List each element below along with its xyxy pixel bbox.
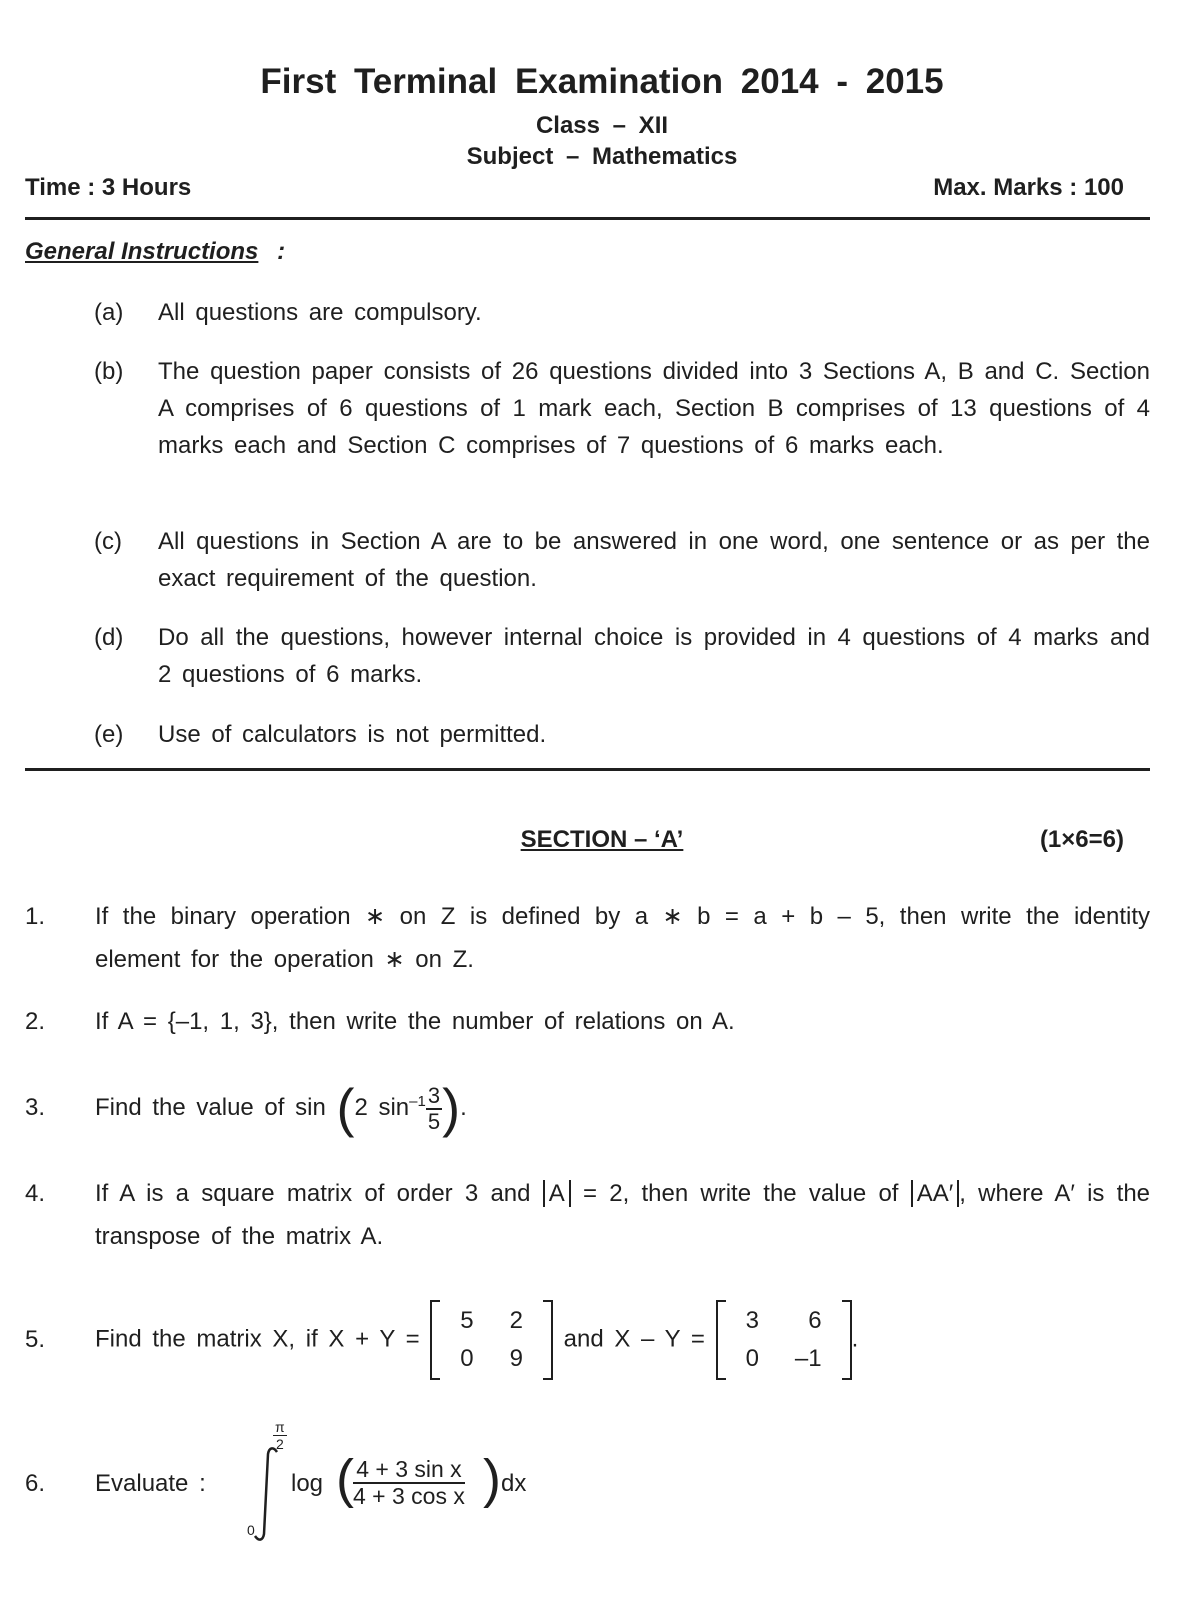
upper-limit-denominator: 2 [275,1436,284,1452]
instructions-divider [25,768,1150,771]
question-text [95,1078,1150,1139]
q6-integral [243,1418,643,1548]
section-title-text: SECTION – ‘A’ [520,826,684,853]
q4-det-aa-transpose: AA′ [911,1180,960,1207]
question-number: 5. [25,1326,46,1353]
matrix-cell: 0 [745,1345,759,1372]
matrix-cell: 2 [509,1307,523,1334]
q3-suffix: . [460,1094,467,1121]
question-4 [25,1172,1150,1258]
question-3 [25,1078,1150,1139]
left-paren: ( [336,1078,355,1139]
q3-prefix: Find the value of sin [95,1094,326,1121]
matrix-cell: 3 [745,1307,759,1334]
matrix-sum [430,1300,553,1380]
instruction-text: The question paper consists of 26 questions divided into 3 Sections A, B and C. Section A comprises of 6 questions of 1 mark each, Section B comprises of 13 questions of 4 marks each and Section C comprises of 7 questions of 6 marks each. [158,358,1150,459]
upper-limit-numerator: π [275,1419,285,1435]
class-line: Class – XII [535,112,669,139]
question-number: 2. [25,1008,46,1035]
instruction-item [94,353,1150,464]
right-paren: ) [442,1078,461,1139]
q4-part3: , where A′ is the transpose of the matrix A. [95,1180,1151,1250]
question-text [95,1172,1150,1258]
q6-label: Evaluate : [95,1470,206,1497]
max-marks: Max. Marks : 100 [933,174,1124,201]
instruction-item [94,523,1150,597]
question-text: If A = {–1, 1, 3}, then write the number of relations on A. [95,1008,735,1035]
header-divider [25,217,1150,220]
integral-sign-icon [251,1446,281,1542]
question-1 [25,895,1150,981]
instructions-heading-text: General Instructions [25,238,259,265]
fraction-denominator: 4 + 3 cos x [353,1483,465,1509]
dx-text: dx [501,1470,527,1497]
instruction-label: (c) [94,528,122,555]
q5-part2: and X – Y = [563,1325,705,1353]
matrix-difference [716,1300,852,1380]
matrix-cell: 5 [460,1307,474,1334]
right-paren: ) [483,1449,501,1509]
question-number: 6. [25,1470,46,1497]
instruction-item [94,716,1150,753]
exam-title: First Terminal Examination 2014 - 2015 [260,62,944,101]
question-5 [25,1300,1150,1380]
q4-det-a: A [543,1180,571,1207]
time-allowed: Time : 3 Hours [25,174,192,201]
question-number: 3. [25,1094,46,1121]
q4-part2: = 2, then write the value of [582,1180,899,1207]
instruction-label: (a) [94,299,124,326]
subject-line: Subject – Mathematics [466,143,738,170]
left-paren: ( [336,1449,354,1509]
fraction-denominator: 5 [427,1108,441,1134]
fraction-numerator: 3 [427,1082,441,1108]
instruction-item [94,619,1150,693]
instructions-heading-colon: : [277,238,286,265]
q5-part3: . [851,1325,859,1353]
question-number: 1. [25,903,46,930]
instruction-label: (d) [94,624,124,651]
section-marks: (1×6=6) [1039,826,1124,853]
instruction-label: (e) [94,721,124,748]
log-text: log [291,1470,324,1497]
question-number: 4. [25,1180,46,1207]
q6-fraction [353,1458,465,1508]
instructions-heading [25,238,285,266]
lower-limit: 0 [247,1522,255,1538]
instruction-text: All questions are compulsory. [158,299,482,326]
question-2 [25,1000,1150,1043]
q3-fraction [426,1082,442,1134]
instruction-label: (b) [94,358,124,385]
question-text: If the binary operation ∗ on Z is defined by a ∗ b = a + b – 5, then write the identity element for the operation ∗ on Z. [95,903,1150,973]
q3-superscript: –1 [409,1093,426,1110]
section-title [0,826,1204,854]
instruction-text: All questions in Section A are to be answered in one word, one sentence or as per the exact requirement of the question. [158,528,1150,592]
matrix-cell: 6 [808,1307,822,1334]
fraction-numerator: 4 + 3 sin x [353,1458,465,1484]
matrix-cell: 9 [509,1345,523,1372]
matrix-cell: –1 [794,1345,822,1372]
instruction-text: Use of calculators is not permitted. [158,721,547,748]
question-text [95,1300,1150,1380]
q3-sin-inverse: 2 sin [354,1094,410,1121]
matrix-cell: 0 [460,1345,474,1372]
q5-part1: Find the matrix X, if X + Y = [95,1325,420,1353]
instruction-item [94,294,1150,331]
instruction-text: Do all the questions, however internal choice is provided in 4 questions of 4 marks and 2 questions of 6 marks. [158,624,1150,688]
q4-part1: If A is a square matrix of order 3 and [95,1180,531,1207]
